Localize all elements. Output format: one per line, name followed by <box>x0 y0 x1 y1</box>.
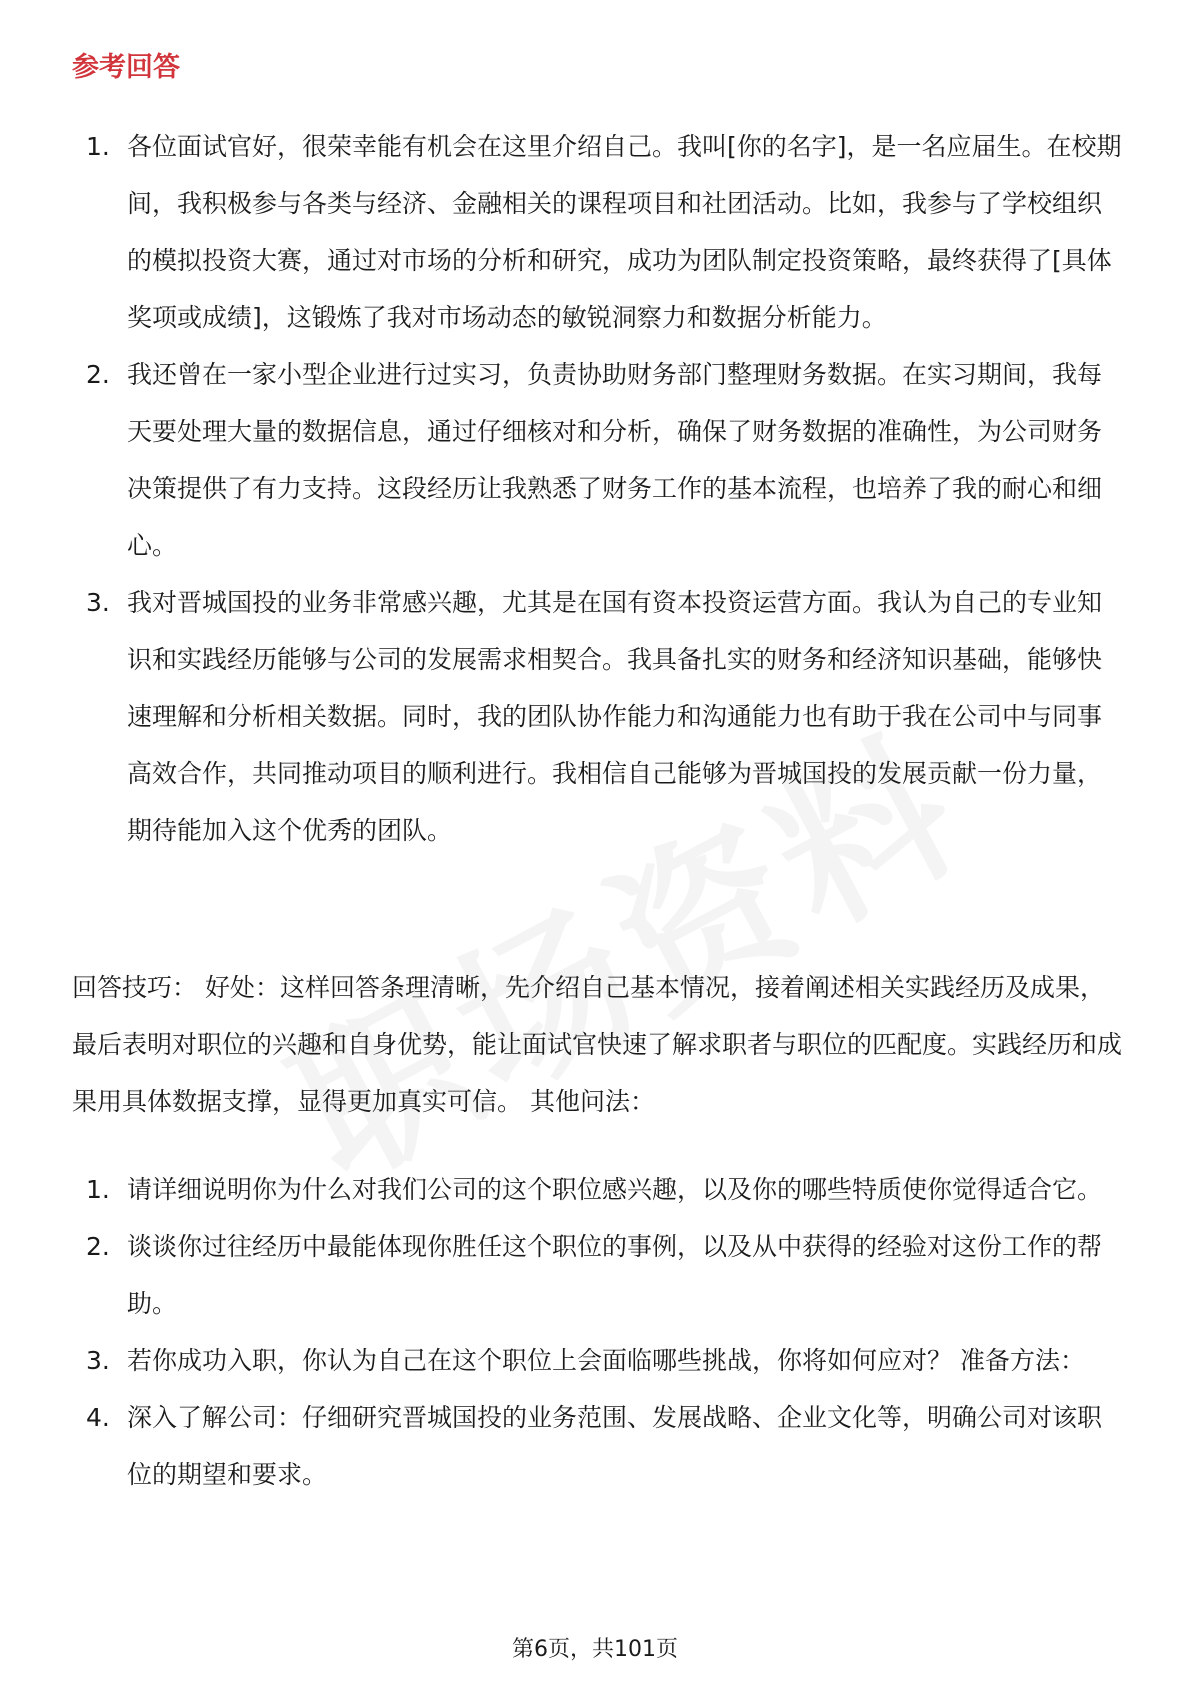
list-number: 2. <box>86 360 110 389</box>
other-question-text: 谈谈你过往经历中最能体现你胜任这个职位的事例，以及从中获得的经验对这份工作的帮助。 <box>127 1232 1103 1318</box>
answer-text: 我对晋城国投的业务非常感兴趣，尤其是在国有资本投资运营方面。我认为自己的专业知识和实践经历能够与公司的发展需求相契合。我具备扎实的财务和经济知识基础，能够快速理解和分析相关数据。同时，我的团队协作能力和沟通能力也有助于我在公司中与同事高效合作，共同推动项目的顺利进行。我相信自己能够为晋城国投的发展贡献一份力量，期待能加入这个优秀的团队。 <box>127 588 1103 845</box>
list-number: 1. <box>86 1175 110 1204</box>
answer-item <box>72 118 1122 346</box>
list-number: 3. <box>86 1346 110 1375</box>
section-title: 参考回答 <box>72 52 180 83</box>
answer-text: 各位面试官好，很荣幸能有机会在这里介绍自己。我叫[你的名字]，是一名应届生。在校期间，我积极参与各类与经济、金融相关的课程项目和社团活动。比如，我参与了学校组织的模拟投资大赛，通过对市场的分析和研究，成功为团队制定投资策略，最终获得了[具体奖项或成绩]，这锻炼了我对市场动态的敏锐洞察力和数据分析能力。 <box>127 132 1122 332</box>
other-question-text: 深入了解公司：仔细研究晋城国投的业务范围、发展战略、企业文化等，明确公司对该职位的期望和要求。 <box>127 1403 1103 1489</box>
answer-item <box>72 574 1122 859</box>
list-number: 4. <box>86 1403 110 1432</box>
page-footer: 第6页，共101页 <box>512 1637 678 1662</box>
other-question-item <box>72 1332 1122 1389</box>
other-question-item <box>72 1218 1122 1332</box>
answer-text: 我还曾在一家小型企业进行过实习，负责协助财务部门整理财务数据。在实习期间，我每天要处理大量的数据信息，通过仔细核对和分析，确保了财务数据的准确性，为公司财务决策提供了有力支持。这段经历让我熟悉了财务工作的基本流程，也培养了我的耐心和细心。 <box>127 360 1103 560</box>
answer-tips: 回答技巧： 好处：这样回答条理清晰，先介绍自己基本情况，接着阐述相关实践经历及成果，最后表明对职位的兴趣和自身优势，能让面试官快速了解求职者与职位的匹配度。实践经历和成果用具体数据支撑，显得更加真实可信。 其他问法： <box>72 973 1123 1116</box>
other-question-text: 请详细说明你为什么对我们公司的这个职位感兴趣，以及你的哪些特质使你觉得适合它。 <box>127 1175 1103 1204</box>
other-question-text: 若你成功入职，你认为自己在这个职位上会面临哪些挑战，你将如何应对？ 准备方法： <box>127 1346 1085 1375</box>
other-question-item <box>72 1389 1122 1503</box>
list-number: 1. <box>86 132 110 161</box>
list-number: 3. <box>86 588 110 617</box>
answer-list <box>72 118 1122 859</box>
answer-item <box>72 346 1122 574</box>
list-number: 2. <box>86 1232 110 1261</box>
other-questions-list <box>72 1161 1122 1503</box>
other-question-item <box>72 1161 1122 1218</box>
